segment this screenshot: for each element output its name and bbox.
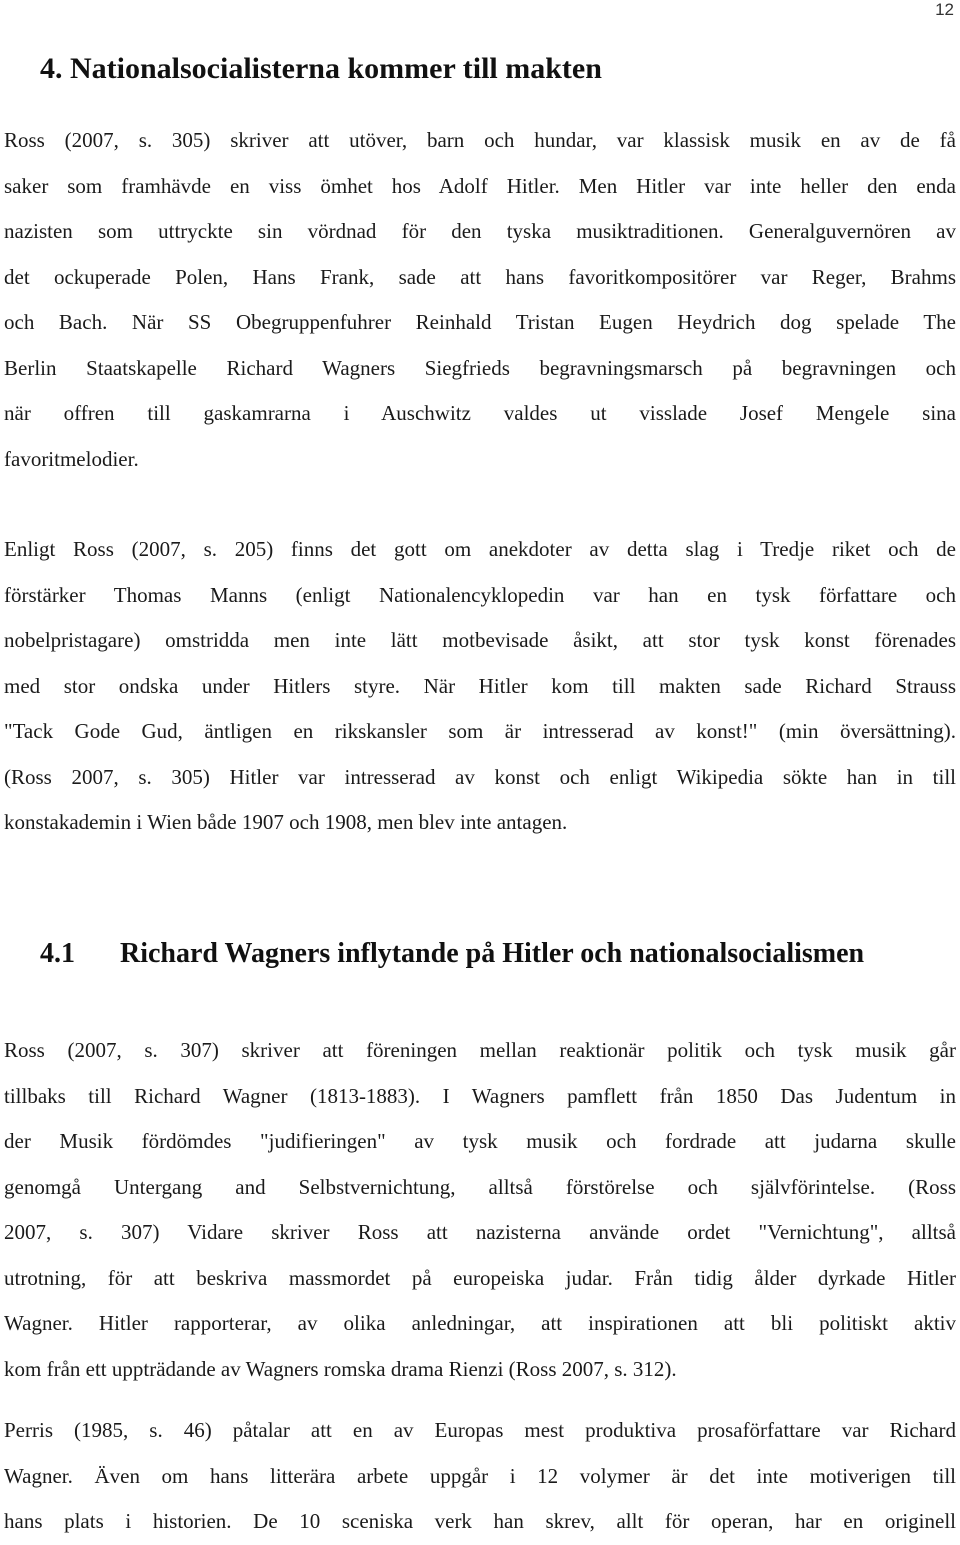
text-line: förstärker Thomas Manns (enligt Nationalencyklopedin var han en tysk författare och: [4, 582, 956, 607]
text-line: nobelpristagare) omstridda men inte lätt motbevisade åsikt, att stor tysk konst förenades: [4, 628, 956, 652]
text-line: favoritmelodier.: [4, 446, 139, 471]
section-title: Richard Wagners inflytande på Hitler och nationalsocialismen: [120, 938, 865, 969]
text-line: konstakademin i Wien både 1907 och 1908, men blev inte antagen.: [4, 810, 568, 834]
text-line: utrotning, för att beskriva massmordet på europeiska judar. Från tidig ålder dyrkade Hitler: [4, 1265, 956, 1290]
text-line: Berlin Staatskapelle Richard Wagners Siegfrieds begravningsmarsch på begravningen och: [4, 355, 956, 380]
text-line: nazisten som uttryckte sin vördnad för den tyska musiktraditionen. Generalguvernören av: [4, 219, 956, 243]
text-line: der Musik fördömdes "judifieringen" av tysk musik och fordrade att judarna skulle: [4, 1129, 956, 1153]
paragraph-3: [4, 1028, 956, 1392]
paragraph-2: [4, 527, 956, 846]
text-line: med stor ondska under Hitlers styre. När Hitler kom till makten sade Richard Strauss: [4, 673, 956, 698]
text-line: 2007, s. 307) Vidare skriver Ross att nazisterna använde ordet "Vernichtung", alltså: [4, 1220, 956, 1244]
paragraph-1: [4, 118, 956, 482]
text-line: när offren till gaskamrarna i Auschwitz valdes ut visslade Josef Mengele sina: [4, 401, 956, 425]
text-line: genomgå Untergang and Selbstvernichtung, alltså förstörelse och självförintelse. (Ross: [4, 1174, 956, 1199]
text-line: Ross (2007, s. 307) skriver att föreningen mellan reaktionär politik och tysk musik går: [4, 1038, 956, 1062]
text-line: Ross (2007, s. 305) skriver att utöver, barn och hundar, var klassisk musik en av de få: [4, 128, 956, 152]
text-line: Perris (1985, s. 46) påtalar att en av Europas mest produktiva prosaförfattare var Richard: [4, 1418, 956, 1442]
chapter-heading: 4. Nationalsocialisterna kommer till makten: [40, 52, 602, 85]
text-line: det ockuperade Polen, Hans Frank, sade att hans favoritkompositörer var Reger, Brahms: [4, 264, 956, 289]
paragraph-4: [4, 1408, 956, 1545]
section-heading: [40, 938, 864, 970]
text-line: (Ross 2007, s. 305) Hitler var intresserad av konst och enligt Wikipedia sökte han in till: [4, 764, 956, 789]
text-line: Enligt Ross (2007, s. 205) finns det gott om anekdoter av detta slag i Tredje riket och de: [4, 537, 956, 561]
text-line: och Bach. När SS Obegruppenfuhrer Reinhald Tristan Eugen Heydrich dog spelade The: [4, 310, 956, 334]
text-line: saker som framhävde en viss ömhet hos Adolf Hitler. Men Hitler var inte heller den enda: [4, 173, 956, 198]
text-line: kom från ett uppträdande av Wagners romska drama Rienzi (Ross 2007, s. 312).: [4, 1356, 677, 1381]
text-line: hans plats i historien. De 10 sceniska verk han skrev, allt för operan, har en originell: [4, 1509, 956, 1533]
text-line: tillbaks till Richard Wagner (1813-1883). I Wagners pamflett från 1850 Das Judentum in: [4, 1083, 956, 1108]
section-number: 4.1: [40, 938, 75, 969]
text-line: "Tack Gode Gud, äntligen en rikskansler som är intresserad av konst!" (min översättning).: [4, 719, 956, 743]
text-line: Wagner. Även om hans litterära arbete uppgår i 12 volymer är det inte motiverigen till: [4, 1463, 956, 1488]
page-number: 12: [935, 0, 954, 19]
text-line: Wagner. Hitler rapporterar, av olika anledningar, att inspirationen att bli politiskt aktiv: [4, 1311, 956, 1335]
